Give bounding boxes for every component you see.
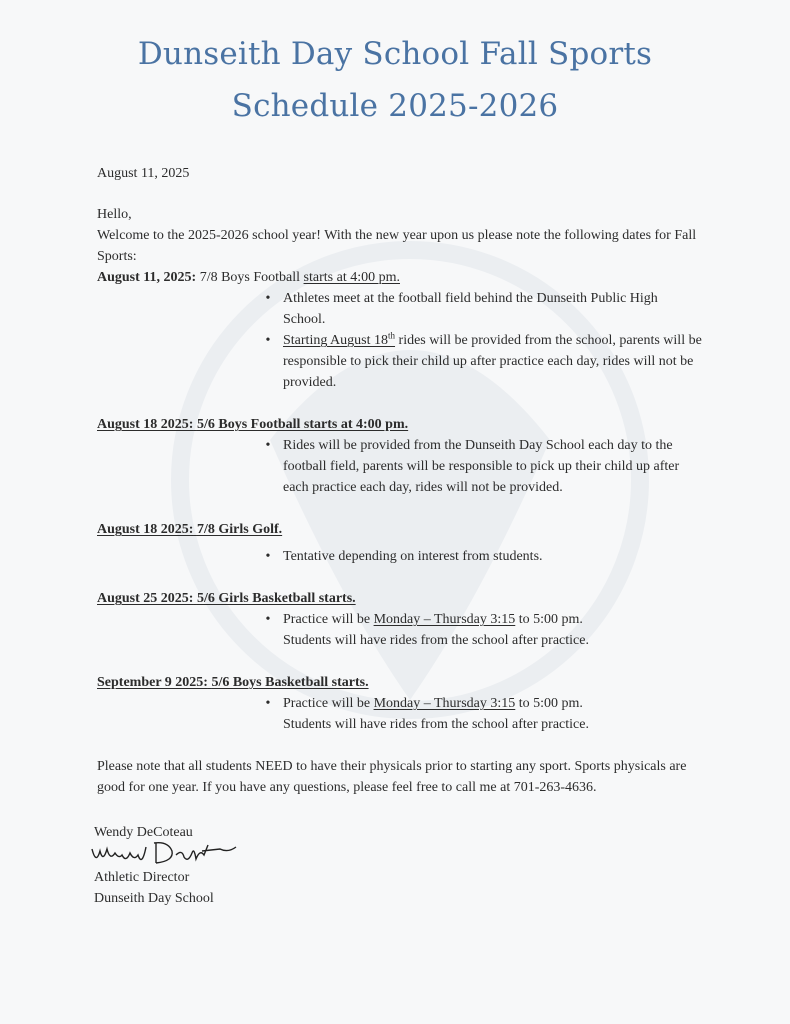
bullet-lead-text: Starting August 18 <box>283 333 389 348</box>
bullet-item <box>265 435 703 498</box>
rides-note: Students will have rides from the school after practice. <box>283 717 589 732</box>
schedule-section-boys-football-56 <box>97 414 717 498</box>
bullet-text: rides will be provided from the school, parents will be responsible to pick their child up after practice each day, rides will not be provided. <box>283 333 702 390</box>
schedule-section-girls-basketball <box>97 588 717 651</box>
section-header <box>97 519 282 540</box>
greeting: Hello, <box>97 207 132 222</box>
bullet-text: Rides will be provided from the Dunseith Day School each day to the football field, parents will be responsible to pick up their child up after each practice each day, rides will not be provided. <box>283 438 680 495</box>
letter-body <box>94 163 717 909</box>
section-date: September 9 2025: <box>97 675 208 690</box>
bullet-icon: • <box>265 612 271 627</box>
bullet-icon: • <box>265 438 271 453</box>
section-event: 5/6 Boys Basketball starts. <box>211 675 369 690</box>
letter-date: August 11, 2025 <box>97 166 190 181</box>
ordinal-suffix: th <box>388 330 396 341</box>
schedule-section-boys-basketball <box>97 672 717 735</box>
bullet-icon: • <box>265 696 271 711</box>
signature-scribble-icon <box>90 839 240 869</box>
schedule-section-girls-golf <box>97 519 717 567</box>
bullet-icon: • <box>265 291 271 306</box>
bullet-text: Tentative depending on interest from students. <box>283 549 543 564</box>
section-date: August 11, 2025: <box>97 270 197 285</box>
section-date: August 18 2025: <box>97 522 194 537</box>
practice-days: Monday – Thursday 3:15 <box>373 612 516 627</box>
document-title <box>0 28 790 132</box>
section-header <box>97 588 356 609</box>
schedule-section-boys-football-78 <box>97 267 717 393</box>
title-line-2: Schedule 2025-2026 <box>231 88 559 124</box>
section-time: starts at 4:00 pm. <box>303 270 400 285</box>
bullet-item <box>265 330 703 393</box>
signer-school: Dunseith Day School <box>94 891 214 906</box>
bullet-item <box>265 546 703 567</box>
signer-role: Athletic Director <box>94 870 190 885</box>
section-header <box>97 414 408 435</box>
bullet-item <box>265 609 703 651</box>
section-event: 5/6 Boys Football starts at 4:00 pm. <box>196 417 409 432</box>
section-event: 7/8 Boys Football <box>199 270 301 285</box>
practice-days: Monday – Thursday 3:15 <box>373 696 516 711</box>
bullet-lead <box>283 330 396 348</box>
closing-paragraph: Please note that all students NEED to have their physicals prior to starting any sport. Sports physicals are good for one year. If you have any questions, please feel free to call me at 701-263-4636. <box>97 759 687 795</box>
title-line-1: Dunseith Day School Fall Sports <box>137 36 653 72</box>
intro-paragraph: Welcome to the 2025-2026 school year! With the new year upon us please note the following dates for Fall Sports: <box>97 228 697 264</box>
rides-note: Students will have rides from the school after practice. <box>283 633 589 648</box>
section-header <box>97 267 717 288</box>
practice-end: to 5:00 pm. <box>518 696 583 711</box>
section-date: August 18 2025: <box>97 417 194 432</box>
handwritten-signature <box>94 843 717 867</box>
section-event: 5/6 Girls Basketball starts. <box>196 591 356 606</box>
practice-lead: Practice will be <box>283 612 371 627</box>
section-event: 7/8 Girls Golf. <box>196 522 283 537</box>
bullet-icon: • <box>265 549 271 564</box>
signature-block <box>94 822 717 909</box>
bullet-icon: • <box>265 333 271 348</box>
bullet-text: Athletes meet at the football field behind the Dunseith Public High School. <box>283 291 658 327</box>
section-header <box>97 672 369 693</box>
section-date: August 25 2025: <box>97 591 194 606</box>
signer-name: Wendy DeCoteau <box>94 825 193 840</box>
practice-end: to 5:00 pm. <box>518 612 583 627</box>
bullet-item <box>265 288 703 330</box>
practice-lead: Practice will be <box>283 696 371 711</box>
bullet-item <box>265 693 703 735</box>
